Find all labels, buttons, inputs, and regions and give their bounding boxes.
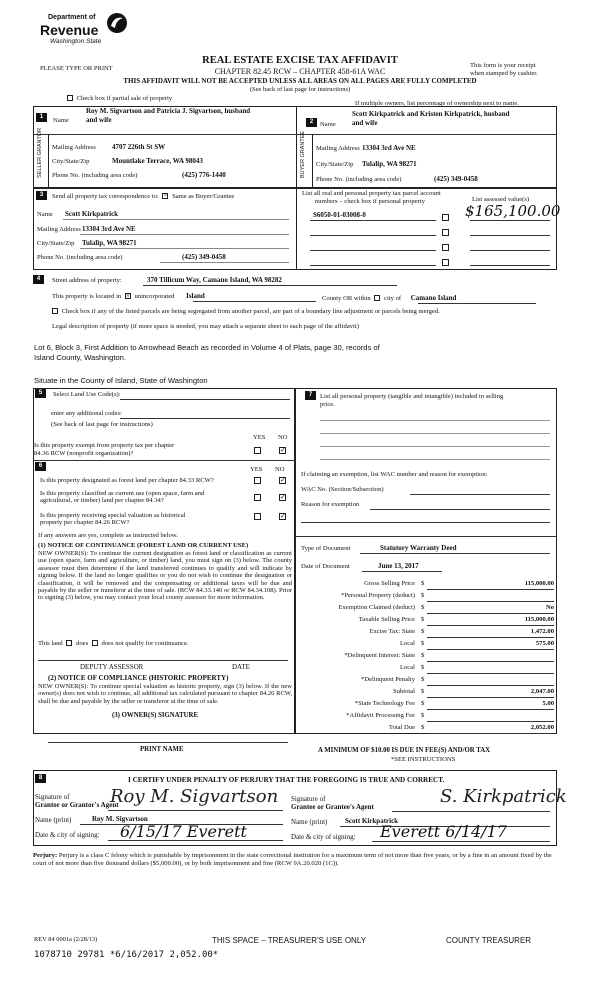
partial-sale-label: Check box if partial sale of property <box>76 95 173 102</box>
calc-label: Local <box>399 664 415 671</box>
parcels-header-2: numbers – check box if personal property <box>315 198 425 205</box>
doc-type: Statutory Warranty Deed <box>380 544 457 552</box>
legal-line-2: Island County, Washington. <box>34 353 127 362</box>
calc-label: Total Due <box>388 724 415 731</box>
dollar-sign: $ <box>421 652 425 659</box>
revenue-swirl-icon <box>106 12 128 34</box>
historic-q1: Is this property receiving special valuation as historical <box>40 512 186 519</box>
calc-label: Taxable Selling Price <box>358 616 415 623</box>
exempt-q1: Is this property exempt from property tax per chapter <box>34 442 175 449</box>
section6-yes: YES <box>250 466 263 473</box>
buyer-name-2: and wife <box>352 119 378 127</box>
calc-value: 115,000.00 <box>524 616 554 623</box>
perjury-text: Perjury is a class C felony which is punishable by imprisonment in the state correctional institution for a maximum term of not more than five years, or by a fine in an amount fixed by the court of not more than five thousand dollars ($5,000.00), or by both imprisonment and fine (RCW 9A.20.020 (1C)). <box>33 852 552 867</box>
treasurer-space: THIS SPACE – TREASURER'S USE ONLY <box>212 936 367 945</box>
doc-date: June 13, 2017 <box>378 562 419 570</box>
corr-name-label: Name <box>37 211 53 218</box>
corr-city: Tulalip, WA 98271 <box>82 239 137 247</box>
grantee-date-label: Date & city of signing: <box>291 833 356 841</box>
grantee-sig-label-1: Signature of <box>291 795 326 803</box>
dollar-sign: $ <box>421 688 425 695</box>
see-back: (See back of last page for instructions) <box>249 86 351 93</box>
buyer-address-label: Mailing Address <box>316 145 360 152</box>
tax-corr-text: Send all property tax correspondence to: <box>52 193 159 200</box>
calc-row <box>298 676 554 687</box>
grantor-name-label: Name (print) <box>35 816 72 824</box>
corr-address-label: Mailing Address <box>37 226 81 233</box>
personal-property-checkbox-3[interactable] <box>442 244 449 251</box>
tax-corr-label <box>52 193 234 200</box>
calc-label: *State Technology Fee <box>354 700 415 707</box>
county-value: Island <box>186 292 205 300</box>
see-instructions: *SEE INSTRUCTIONS <box>391 756 456 763</box>
dollar-sign: $ <box>421 712 425 719</box>
does-label: does <box>76 640 89 647</box>
grantee-sig-label-2: Grantee or Grantee's Agent <box>291 803 374 811</box>
section-1-badge: 1 <box>36 113 47 122</box>
partial-sale-checkbox[interactable] <box>67 95 73 101</box>
forest-no-checkbox[interactable]: ✓ <box>280 476 286 484</box>
section-6-badge: 6 <box>35 462 46 471</box>
deputy-date: DATE <box>232 663 250 671</box>
grantor-signature: Roy M. Sigvartson <box>110 786 279 807</box>
grantor-date-city: 6/15/17 Everett <box>120 822 247 841</box>
doc-date-label: Date of Document <box>301 563 350 570</box>
additional-codes: enter any additional codes: <box>51 410 122 417</box>
current-use-no-checkbox[interactable]: ✓ <box>280 493 286 501</box>
calc-row <box>298 700 554 711</box>
owner-signature-label: (3) OWNER(S) SIGNATURE <box>112 712 198 719</box>
grantor-sig-label-1: Signature of <box>35 793 70 801</box>
grantee-signature: S. Kirkpatrick <box>440 786 567 807</box>
dollar-sign: $ <box>421 664 425 671</box>
calc-label: Excise Tax: State <box>369 628 415 635</box>
does-checkbox[interactable] <box>66 640 72 646</box>
calc-value: 575.00 <box>535 640 554 647</box>
corr-name: Scott Kirkpatrick <box>65 210 119 218</box>
calc-row <box>298 592 554 603</box>
calc-row <box>298 688 554 699</box>
current-use-q1: Is this property classified as current use (open space, farm and <box>40 490 205 497</box>
same-as-buyer-label: Same as Buyer/Grantee <box>172 193 235 200</box>
section-4-badge: 4 <box>33 275 44 284</box>
corr-phone: (425) 349-0458 <box>182 253 226 261</box>
grantor-name: Roy M. Sigvartson <box>92 815 148 823</box>
calc-value: 2,047.00 <box>530 688 554 695</box>
same-as-buyer-checkbox[interactable]: × <box>163 193 168 200</box>
reason-label: Reason for exemption <box>301 501 360 508</box>
city-value: Camano Island <box>410 294 457 302</box>
city-label: city of <box>384 295 402 302</box>
grantee-date-city: Everett 6/14/17 <box>380 822 507 841</box>
dollar-sign: $ <box>421 592 425 599</box>
section5-yes: YES <box>253 434 266 441</box>
corr-phone-label: Phone No. (including area code) <box>37 254 123 261</box>
calc-label: *Delinquent Penalty <box>360 676 415 683</box>
segregated-row <box>50 308 440 315</box>
section5-see-back: (See back of last page for instructions) <box>51 421 153 428</box>
notice2-title: (2) NOTICE OF COMPLIANCE (HISTORIC PROPERTY) <box>48 674 229 682</box>
segregated-checkbox[interactable] <box>52 308 58 314</box>
county-row <box>322 294 456 302</box>
wac-label: WAC No. (Section/Subsection) <box>301 486 384 493</box>
county-treasurer: COUNTY TREASURER <box>446 936 532 945</box>
street-label: Street address of property: <box>52 277 122 284</box>
dept-line2: Revenue <box>40 22 99 38</box>
seller-name-1: Roy M. Sigvartson and Patricia J. Sigvartson, husband <box>86 107 251 115</box>
section6-no: NO <box>275 466 285 473</box>
grantor-date-label: Date & city of signing: <box>35 831 100 839</box>
parcels-header-1: List all real and personal property tax parcel account <box>302 190 441 197</box>
section5-no: NO <box>278 434 288 441</box>
personal-property-checkbox-1[interactable] <box>442 214 449 221</box>
seller-name-2: and wife <box>86 116 112 124</box>
personal-property-price: price. <box>320 401 335 408</box>
exempt-yes-checkbox[interactable] <box>254 447 261 454</box>
any-yes-note: If any answers are yes, complete as instructed below. <box>38 532 178 539</box>
unincorporated-checkbox[interactable]: × <box>125 292 130 301</box>
legal-label: Legal description of property (if more space is needed, you may attach a separate sheet to each page of the affidavit) <box>52 323 359 330</box>
calc-label: *Personal Property (deduct) <box>341 592 415 599</box>
parcel-number-1: S6050-01-03008-0 <box>313 211 366 219</box>
exempt-no-checkbox[interactable]: ✓ <box>280 446 286 454</box>
calc-value: 115,000.00 <box>524 580 554 587</box>
calc-label: Local <box>399 640 415 647</box>
revision-code: REV 84 0001a (2/28/13) <box>34 936 98 943</box>
form-chapter: CHAPTER 82.45 RCW – CHAPTER 458-61A WAC <box>214 67 386 76</box>
calc-label: Subtotal <box>393 688 415 695</box>
grantor-sig-label-2: Grantor or Grantor's Agent <box>35 801 119 809</box>
calc-value: 2,052.00 <box>530 724 554 731</box>
seller-phone-label: Phone No. (including area code) <box>52 172 138 179</box>
buyer-address: 13304 3rd Ave NE <box>362 144 416 152</box>
assessed-label: List assessed value(s) <box>472 196 530 203</box>
buyer-city: Tulalip, WA 98271 <box>362 160 417 168</box>
located-label: This property is located in <box>52 293 122 300</box>
calc-row <box>298 724 554 735</box>
legal-line-1: Lot 6, Block 3, First Addition to Arrowhead Beach as recorded in Volume 4 of Plats, page 30, records of <box>34 343 380 352</box>
seller-city: Mountlake Terrace, WA 98043 <box>112 157 203 165</box>
historic-no-checkbox[interactable]: ✓ <box>280 512 286 520</box>
historic-q2: property per chapter 84.26 RCW? <box>40 519 130 526</box>
corr-city-label: City/State/Zip <box>37 240 75 247</box>
seller-phone: (425) 776-1440 <box>182 171 226 179</box>
notice2-body: NEW OWNER(S): To continue special valuation as historic property, sign (3) below. If the new owner(s) does not wish to continue, all additional tax calculated pursuant to chapter 84.26 RCW, shall be due and payable by the seller or transferor at the time of sale. <box>38 683 292 705</box>
doc-type-label: Type of Document <box>301 545 351 552</box>
print-name-label: PRINT NAME <box>140 746 184 753</box>
land-does-label: This land <box>38 640 63 647</box>
corr-address: 13304 3rd Ave NE <box>82 225 136 233</box>
select-land-use: Select Land Use Code(s): <box>53 391 121 398</box>
situate: Situate in the County of Island, State of Washington <box>34 376 208 385</box>
city-checkbox[interactable] <box>374 295 380 301</box>
dollar-sign: $ <box>421 616 425 623</box>
deputy-assessor: DEPUTY ASSESSOR <box>80 663 144 671</box>
buyer-phone-label: Phone No. (including area code) <box>316 176 402 183</box>
assessed-value-1: $165,100.00 <box>465 202 561 220</box>
revenue-logo <box>40 10 130 52</box>
notice1-body: NEW OWNER(S): To continue the current designation as forest land or classification as current use (open space, farm and agriculture, or timber) land, you must sign on (3) below. The county assessor must then determine if the land transferred continues to qualify and will indicate by signing below. If the land no longer qualifies or you do not wish to continue the designation or classification, it will be removed and the compensating or additional taxes will be due and payable by the seller or transferor at the time of sale. (RCW 84.33.140 or RCW 84.34.108). Prior to signing (3) below, you may contact your local county assessor for more information. <box>38 550 292 602</box>
seller-name-label: Name <box>53 117 69 124</box>
calc-row <box>298 604 554 615</box>
calc-value: No <box>545 604 554 611</box>
grantee-name: Scott Kirkpatrick <box>345 817 399 825</box>
calc-label: *Delinquent Interest: State <box>344 652 415 659</box>
receipt-note-1: This form is your receipt <box>470 62 536 69</box>
dollar-sign: $ <box>421 580 425 587</box>
buyer-city-label: City/State/Zip <box>316 161 354 168</box>
dollar-sign: $ <box>421 628 425 635</box>
calc-row <box>298 616 554 627</box>
forest-question: Is this property designated as forest land per chapter 84.33 RCW? <box>40 477 214 484</box>
calc-value: 1,472.00 <box>530 628 554 635</box>
minimum-note: A MINIMUM OF $10.00 IS DUE IN FEE(S) AND/OR TAX <box>318 747 491 754</box>
multiple-owners: If multiple owners, list percentage of ownership next to name. <box>355 100 519 107</box>
partial-sale-row <box>65 95 172 102</box>
please-type: PLEASE TYPE OR PRINT <box>40 65 113 72</box>
located-row <box>52 292 205 300</box>
section-8-badge: 8 <box>35 774 46 783</box>
dollar-sign: $ <box>421 700 425 707</box>
land-does-row <box>38 640 188 647</box>
calc-value: 5.00 <box>542 700 554 707</box>
dollar-sign: $ <box>421 640 425 647</box>
calc-label: Exemption Claimed (deduct) <box>338 604 415 611</box>
current-use-yes-checkbox[interactable] <box>254 494 261 501</box>
seller-side-label: SELLER GRANTOR <box>37 127 43 178</box>
calc-row <box>298 712 554 723</box>
street-address: 370 Tillicum Way, Camano Island, WA 98282 <box>147 276 282 284</box>
seller-address: 4707 226th St SW <box>112 143 166 151</box>
calc-row <box>298 664 554 675</box>
personal-property-checkbox-2[interactable] <box>442 229 449 236</box>
calc-row <box>298 652 554 663</box>
personal-property-label: List all personal property (tangible and intangible) included in selling <box>320 393 504 400</box>
does-not-checkbox[interactable] <box>92 640 98 646</box>
segregated-label: Check box if any of the listed parcels are being segregated from another parcel, are part of a boundary line adjustment or parcels being merged. <box>61 308 440 315</box>
section-7-badge: 7 <box>305 391 316 400</box>
receipt-note-2: when stamped by cashier. <box>470 70 538 77</box>
buyer-name-label: Name <box>320 121 336 128</box>
section-5-badge: 5 <box>35 389 46 398</box>
current-use-q2: agricultural, or timber) land per chapter 84.34? <box>40 497 164 504</box>
personal-property-checkbox-4[interactable] <box>442 259 449 266</box>
section-2-badge: 2 <box>306 118 317 127</box>
buyer-name-1: Scott Kirkpatrick and Kristen Kirkpatrick, husband <box>352 110 510 118</box>
exemption-claim: If claiming an exemption, list WAC number and reason for exemption: <box>301 471 488 478</box>
county-label: County OR within <box>322 295 371 302</box>
historic-yes-checkbox[interactable] <box>254 513 261 520</box>
notice1-title: (1) NOTICE OF CONTINUANCE (FOREST LAND OR CURRENT USE) <box>38 542 249 549</box>
calc-table <box>298 580 554 732</box>
calc-row <box>298 628 554 639</box>
calc-row <box>298 640 554 651</box>
buyer-phone: (425) 349-0458 <box>434 175 478 183</box>
seller-city-label: City/State/Zip <box>52 158 90 165</box>
calc-row <box>298 580 554 591</box>
calc-label: Gross Selling Price <box>364 580 415 587</box>
forest-yes-checkbox[interactable] <box>254 477 261 484</box>
dept-line3: Washington State <box>50 38 102 45</box>
section-3-badge: 3 <box>36 191 47 200</box>
calc-label: *Affidavit Processing Fee <box>346 712 415 719</box>
unincorporated-label: unincorporated <box>134 293 175 300</box>
perjury-label: Perjury: <box>33 852 58 859</box>
exempt-q2: 84.36 RCW (nonprofit organization)? <box>34 450 134 457</box>
form-warning: THIS AFFIDAVIT WILL NOT BE ACCEPTED UNLESS ALL AREAS ON ALL PAGES ARE FULLY COMPLETED <box>123 77 477 85</box>
dollar-sign: $ <box>421 724 425 731</box>
dollar-sign: $ <box>421 604 425 611</box>
grantee-name-label: Name (print) <box>291 818 328 826</box>
dept-line1: Department of <box>48 14 96 21</box>
seller-address-label: Mailing Address <box>52 144 96 151</box>
does-not-label: does not qualify for continuance. <box>101 640 189 647</box>
form-title: REAL ESTATE EXCISE TAX AFFIDAVIT <box>202 55 398 66</box>
certify-statement: I CERTIFY UNDER PENALTY OF PERJURY THAT THE FOREGOING IS TRUE AND CORRECT. <box>128 776 445 784</box>
perjury-note <box>33 852 557 868</box>
treasurer-stamp: 1078710 29781 *6/16/2017 2,052.00* <box>34 950 219 960</box>
dollar-sign: $ <box>421 676 425 683</box>
buyer-side-label: BUYER GRANTEE <box>300 130 306 178</box>
